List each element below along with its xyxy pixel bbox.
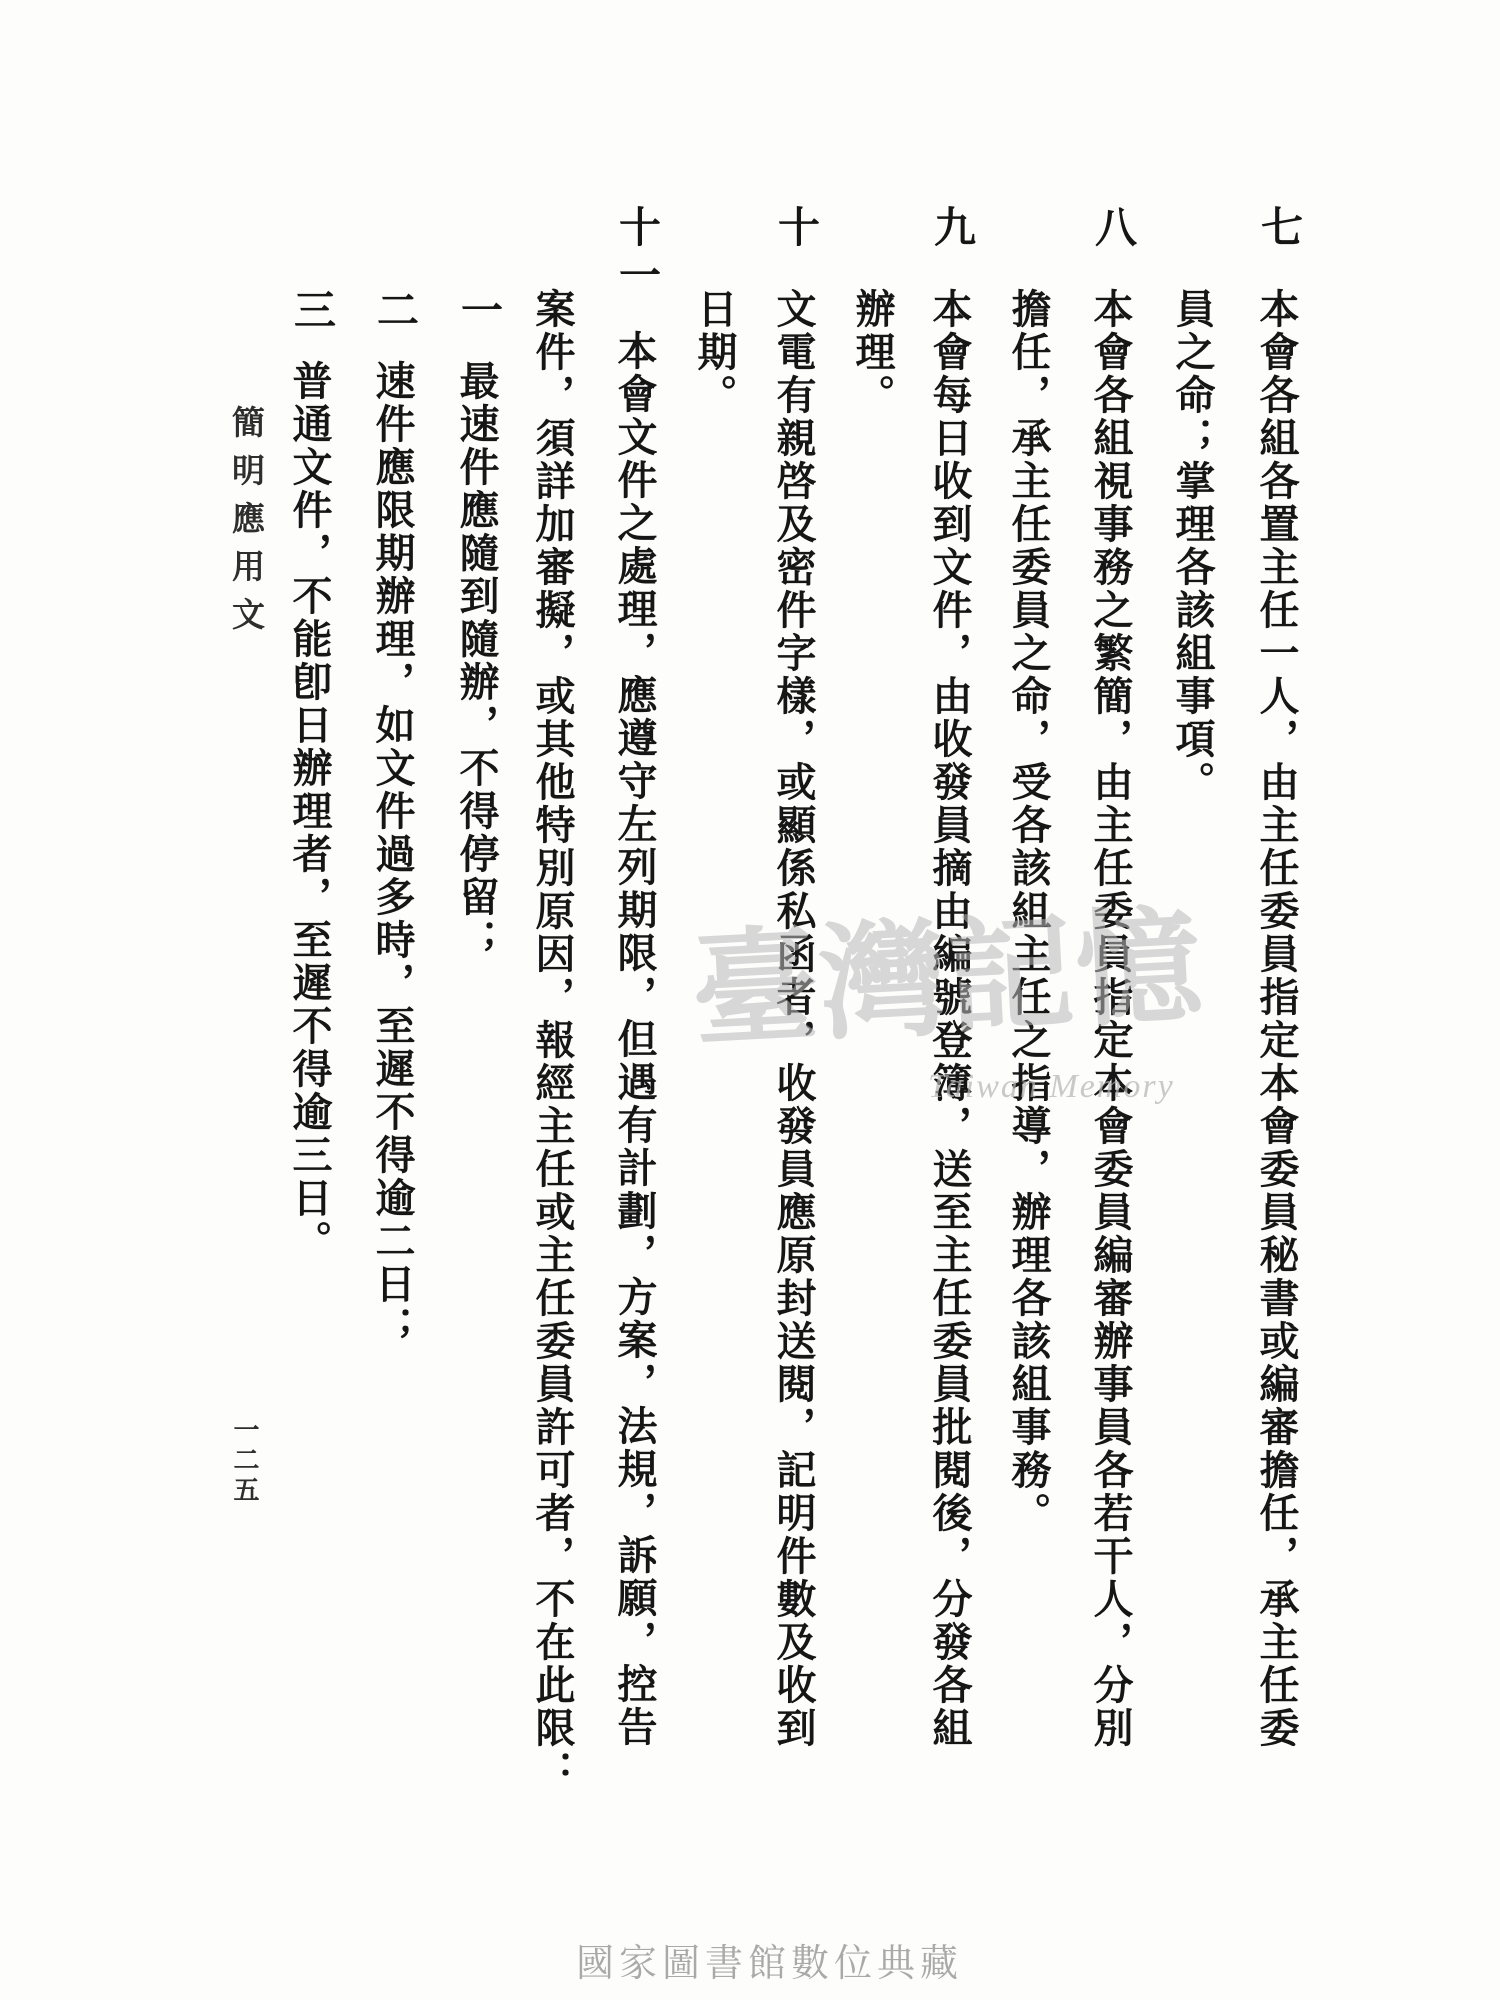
item-8-number: 八: [1089, 205, 1135, 253]
subitem-2-number: 二: [371, 288, 417, 336]
item-10-number: 十: [772, 205, 818, 253]
library-footer: 國家圖書館數位典藏: [576, 1943, 964, 1985]
taiwan-memory-watermark-cjk: 臺灣記憶: [688, 897, 1208, 1064]
item-11-text-col-1: 本會文件之處理，應遵守左列期限，但遇有計劃，方案，法規，訴願，控告: [612, 330, 657, 1749]
item-11-number: 十一: [613, 205, 659, 301]
subitem-3-text: 普通文件，不能卽日辦理者，至遲不得逾三日。: [287, 360, 332, 1263]
item-9-number: 九: [928, 205, 974, 253]
item-9-text-col-1: 本會每日收到文件，由收發員摘由編號登簿，送至主任委員批閱後，分發各組: [927, 288, 972, 1750]
book-margin-title: 簡明應用文: [227, 405, 263, 645]
subitem-1-text: 最速件應隨到隨辦，不得停留；: [454, 360, 499, 962]
item-7-text-col-1: 本會各組各置主任一人，由主任委員指定本會委員秘書或編審擔任，承主任委: [1254, 288, 1299, 1750]
subitem-2-text: 速件應限期辦理，如文件過多時，至遲不得逾二日；: [370, 360, 415, 1349]
subitem-3-number: 三: [288, 288, 334, 336]
item-10-text-col-2: 日期。: [692, 288, 737, 417]
item-11-text-col-2: 案件，須詳加審擬，或其他特別原因，報經主任或主任委員許可者，不在此限：: [530, 288, 575, 1793]
item-7-number: 七: [1255, 205, 1301, 253]
item-8-text-col-1: 本會各組視事務之繁簡，由主任委員指定本會委員編審辦事員各若干人，分別: [1088, 288, 1133, 1750]
item-10-text-col-1: 文電有親啓及密件字樣，或顯係私函者，收發員應原封送閱，記明件數及收到: [771, 288, 816, 1750]
item-8-text-col-2: 擔任，承主任委員之命，受各該組主任之指導，辦理各該組事務。: [1006, 288, 1051, 1535]
item-7-text-col-2: 員之命；掌理各該組事項。: [1170, 288, 1215, 804]
taiwan-memory-watermark-latin: Taiwan Memory: [928, 1068, 1175, 1105]
page-number: 一二五: [230, 1416, 259, 1506]
subitem-1-number: 一: [455, 288, 501, 336]
item-9-text-col-2: 辦理。: [850, 288, 895, 417]
